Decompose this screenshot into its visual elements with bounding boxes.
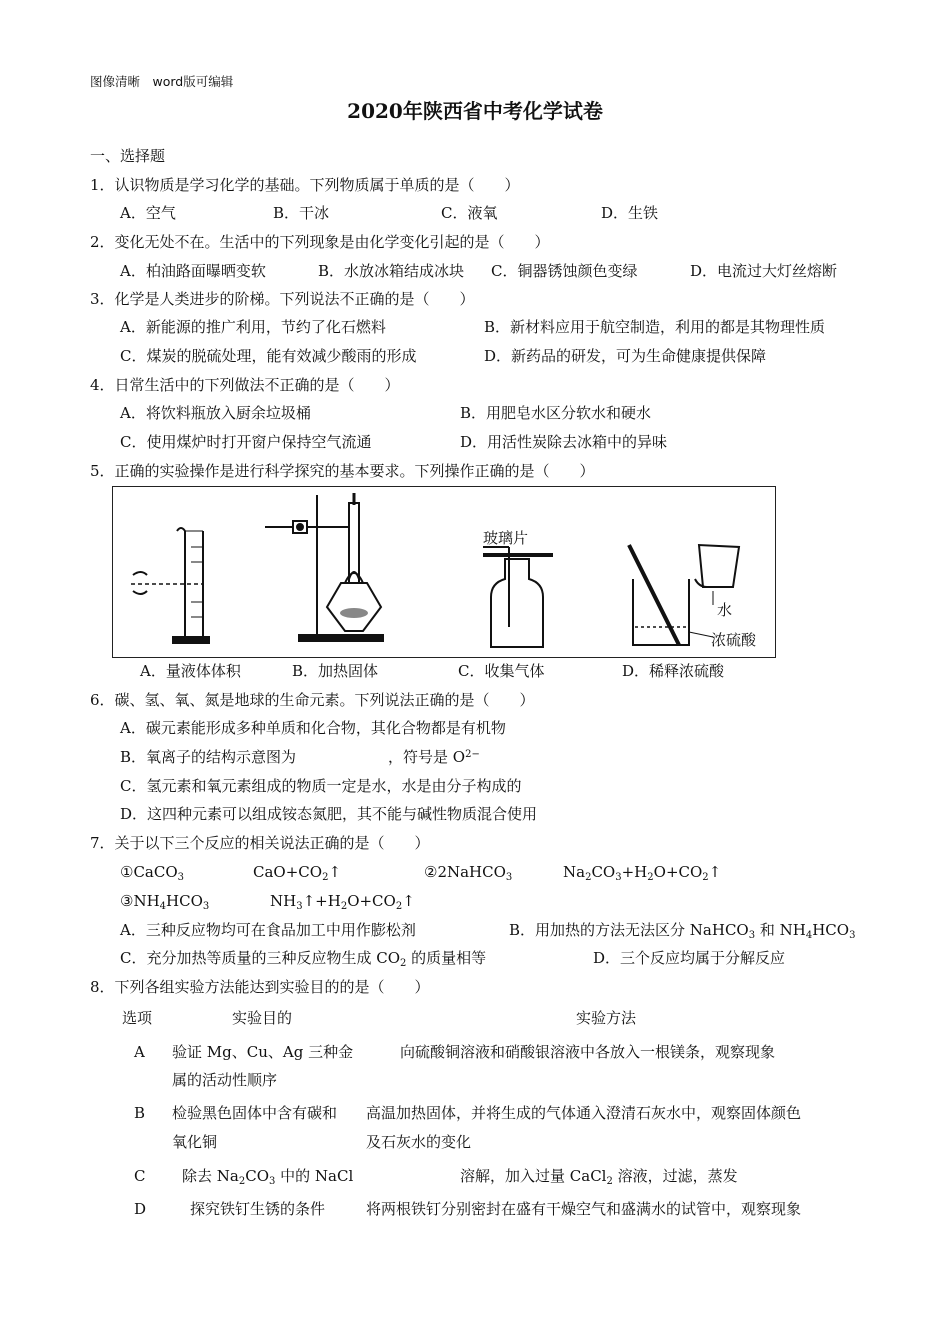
gas-bottle-drawing [483, 547, 553, 647]
row-b-method: 高温加热固体，并将生成的气体通入澄清石灰水中，观察固体颜色 [366, 1104, 802, 1122]
q2-stem: 2．变化无处不在。生活中的下列现象是由化学变化引起的是（ ） [90, 233, 550, 251]
table-header-option: 选项 [122, 1009, 153, 1027]
q1-option-a: A．空气 [120, 204, 176, 222]
q6-option-b [120, 747, 480, 767]
reaction-1-reactant: ①CaCO$_3$ [120, 863, 185, 883]
q8-stem: 8．下列各组实验方法能达到实验目的的是（ ） [90, 978, 430, 996]
table-header-goal: 实验目的 [232, 1009, 293, 1027]
q3-option-c: C．煤炭的脱硫处理，能有效减少酸雨的形成 [120, 347, 417, 365]
q4-stem: 4．日常生活中的下列做法不正确的是（ ） [90, 376, 400, 394]
reaction-1-products: $CaO+CO_2↑$ [253, 863, 342, 883]
row-a-option: A [134, 1043, 145, 1061]
row-a-method: 向硫酸铜溶液和硝酸银溶液中各放入一根镁条，观察现象 [400, 1043, 776, 1061]
row-c-goal: 除去 $Na_2CO_3$ 中的 NaCl [182, 1167, 354, 1187]
heating-apparatus-drawing [265, 493, 383, 641]
q6-option-d: D．这四种元素可以组成铵态氮肥，其不能与碱性物质混合使用 [120, 805, 538, 823]
q4-option-c: C．使用煤炉时打开窗户保持空气流通 [120, 433, 372, 451]
row-b-goal-cont: 氧化铜 [172, 1133, 218, 1151]
q6-option-b-text: B．氧离子的结构示意图为 [120, 748, 297, 766]
measuring-cylinder-drawing [131, 528, 209, 643]
q6-option-c: C．氢元素和氧元素组成的物质一定是水，水是由分子构成的 [120, 777, 522, 795]
q5-option-c: C．收集气体 [458, 662, 545, 680]
q6-stem: 6．碳、氢、氧、氮是地球的生命元素。下列说法正确的是（ ） [90, 691, 535, 709]
row-d-goal: 探究铁钉生锈的条件 [190, 1200, 326, 1218]
reaction-2-reactant: ②2NaHCO$_3$ [424, 863, 513, 883]
q5-option-b: B．加热固体 [292, 662, 379, 680]
table-header-method: 实验方法 [576, 1009, 637, 1027]
q2-option-c: C．铜器锈蚀颜色变绿 [491, 262, 638, 280]
q5-stem: 5．正确的实验操作是进行科学探究的基本要求。下列操作正确的是（ ） [90, 462, 595, 480]
q1-option-d: D．生铁 [601, 204, 659, 222]
q7-option-d: D．三个反应均属于分解反应 [593, 949, 786, 967]
row-b-goal: 检验黑色固体中含有碳和 [172, 1104, 338, 1122]
q3-stem: 3．化学是人类进步的阶梯。下列说法不正确的是（ ） [90, 290, 475, 308]
q1-option-c: C．液氧 [441, 204, 498, 222]
reaction-3-products: $NH_3↑+H_2O+CO_2↑$ [270, 892, 415, 912]
q2-option-b: B．水放冰箱结成冰块 [318, 262, 465, 280]
water-label: 水 [717, 601, 733, 619]
q2-option-d: D．电流过大灯丝熔断 [690, 262, 838, 280]
reaction-3-reactant: $③NH_4HCO_3$ [120, 892, 210, 912]
row-b-method-cont: 及石灰水的变化 [366, 1133, 472, 1151]
q1-option-b: B．干冰 [273, 204, 330, 222]
dilution-drawing [629, 545, 739, 645]
q5-option-d: D．稀释浓硫酸 [622, 662, 725, 680]
page-title: 2020年陕西省中考化学试卷 [347, 99, 603, 123]
q4-option-d: D．用活性炭除去冰箱中的异味 [460, 433, 668, 451]
q3-option-a: A．新能源的推广利用，节约了化石燃料 [120, 318, 386, 336]
q7-option-c: C．充分加热等质量的三种反应物生成 $CO_2$ 的质量相等 [120, 949, 487, 969]
row-c-option: C [134, 1167, 146, 1185]
q6-charge: 2− [465, 749, 480, 760]
reaction-2-products: $Na_2CO_3+H_2O+CO_2↑$ [563, 863, 722, 883]
q5-option-a: A．量液体体积 [140, 662, 241, 680]
q7-option-a: A．三种反应物均可在食品加工中用作膨松剂 [120, 921, 416, 939]
q7-option-b: B．用加热的方法无法区分 NaHCO$_3$ 和 $NH_4HCO_3$ [509, 921, 856, 941]
q4-option-a: A．将饮料瓶放入厨余垃圾桶 [120, 404, 311, 422]
section-heading: 一、选择题 [90, 147, 166, 165]
q6-option-b-symbol: ，符号是 O [388, 748, 466, 766]
row-d-method: 将两根铁钉分别密封在盛有干燥空气和盛满水的试管中，观察现象 [366, 1200, 802, 1218]
glass-plate-label: 玻璃片 [483, 529, 529, 547]
row-b-option: B [134, 1104, 146, 1122]
row-c-method: 溶解，加入过量 CaCl$_2$ 溶液，过滤，蒸发 [460, 1167, 738, 1187]
row-a-goal: 验证 Mg、Cu、Ag 三种金 [172, 1043, 354, 1061]
row-d-option: D [134, 1200, 147, 1218]
acid-label: 浓硫酸 [711, 631, 757, 649]
q2-option-a: A．柏油路面曝晒变软 [120, 262, 266, 280]
q6-option-a: A．碳元素能形成多种单质和化合物，其化合物都是有机物 [120, 719, 506, 737]
row-a-goal-cont: 属的活动性顺序 [172, 1071, 278, 1089]
q3-option-b: B．新材料应用于航空制造，利用的都是其物理性质 [484, 318, 826, 336]
q5-figure [112, 486, 776, 658]
page-header: 图像清晰 word版可编辑 [90, 74, 234, 89]
q1-stem: 1．认识物质是学习化学的基础。下列物质属于单质的是（ ） [90, 176, 520, 194]
q3-option-d: D．新药品的研发，可为生命健康提供保障 [484, 347, 767, 365]
q4-option-b: B．用肥皂水区分软水和硬水 [460, 404, 652, 422]
q7-stem: 7．关于以下三个反应的相关说法正确的是（ ） [90, 834, 430, 852]
